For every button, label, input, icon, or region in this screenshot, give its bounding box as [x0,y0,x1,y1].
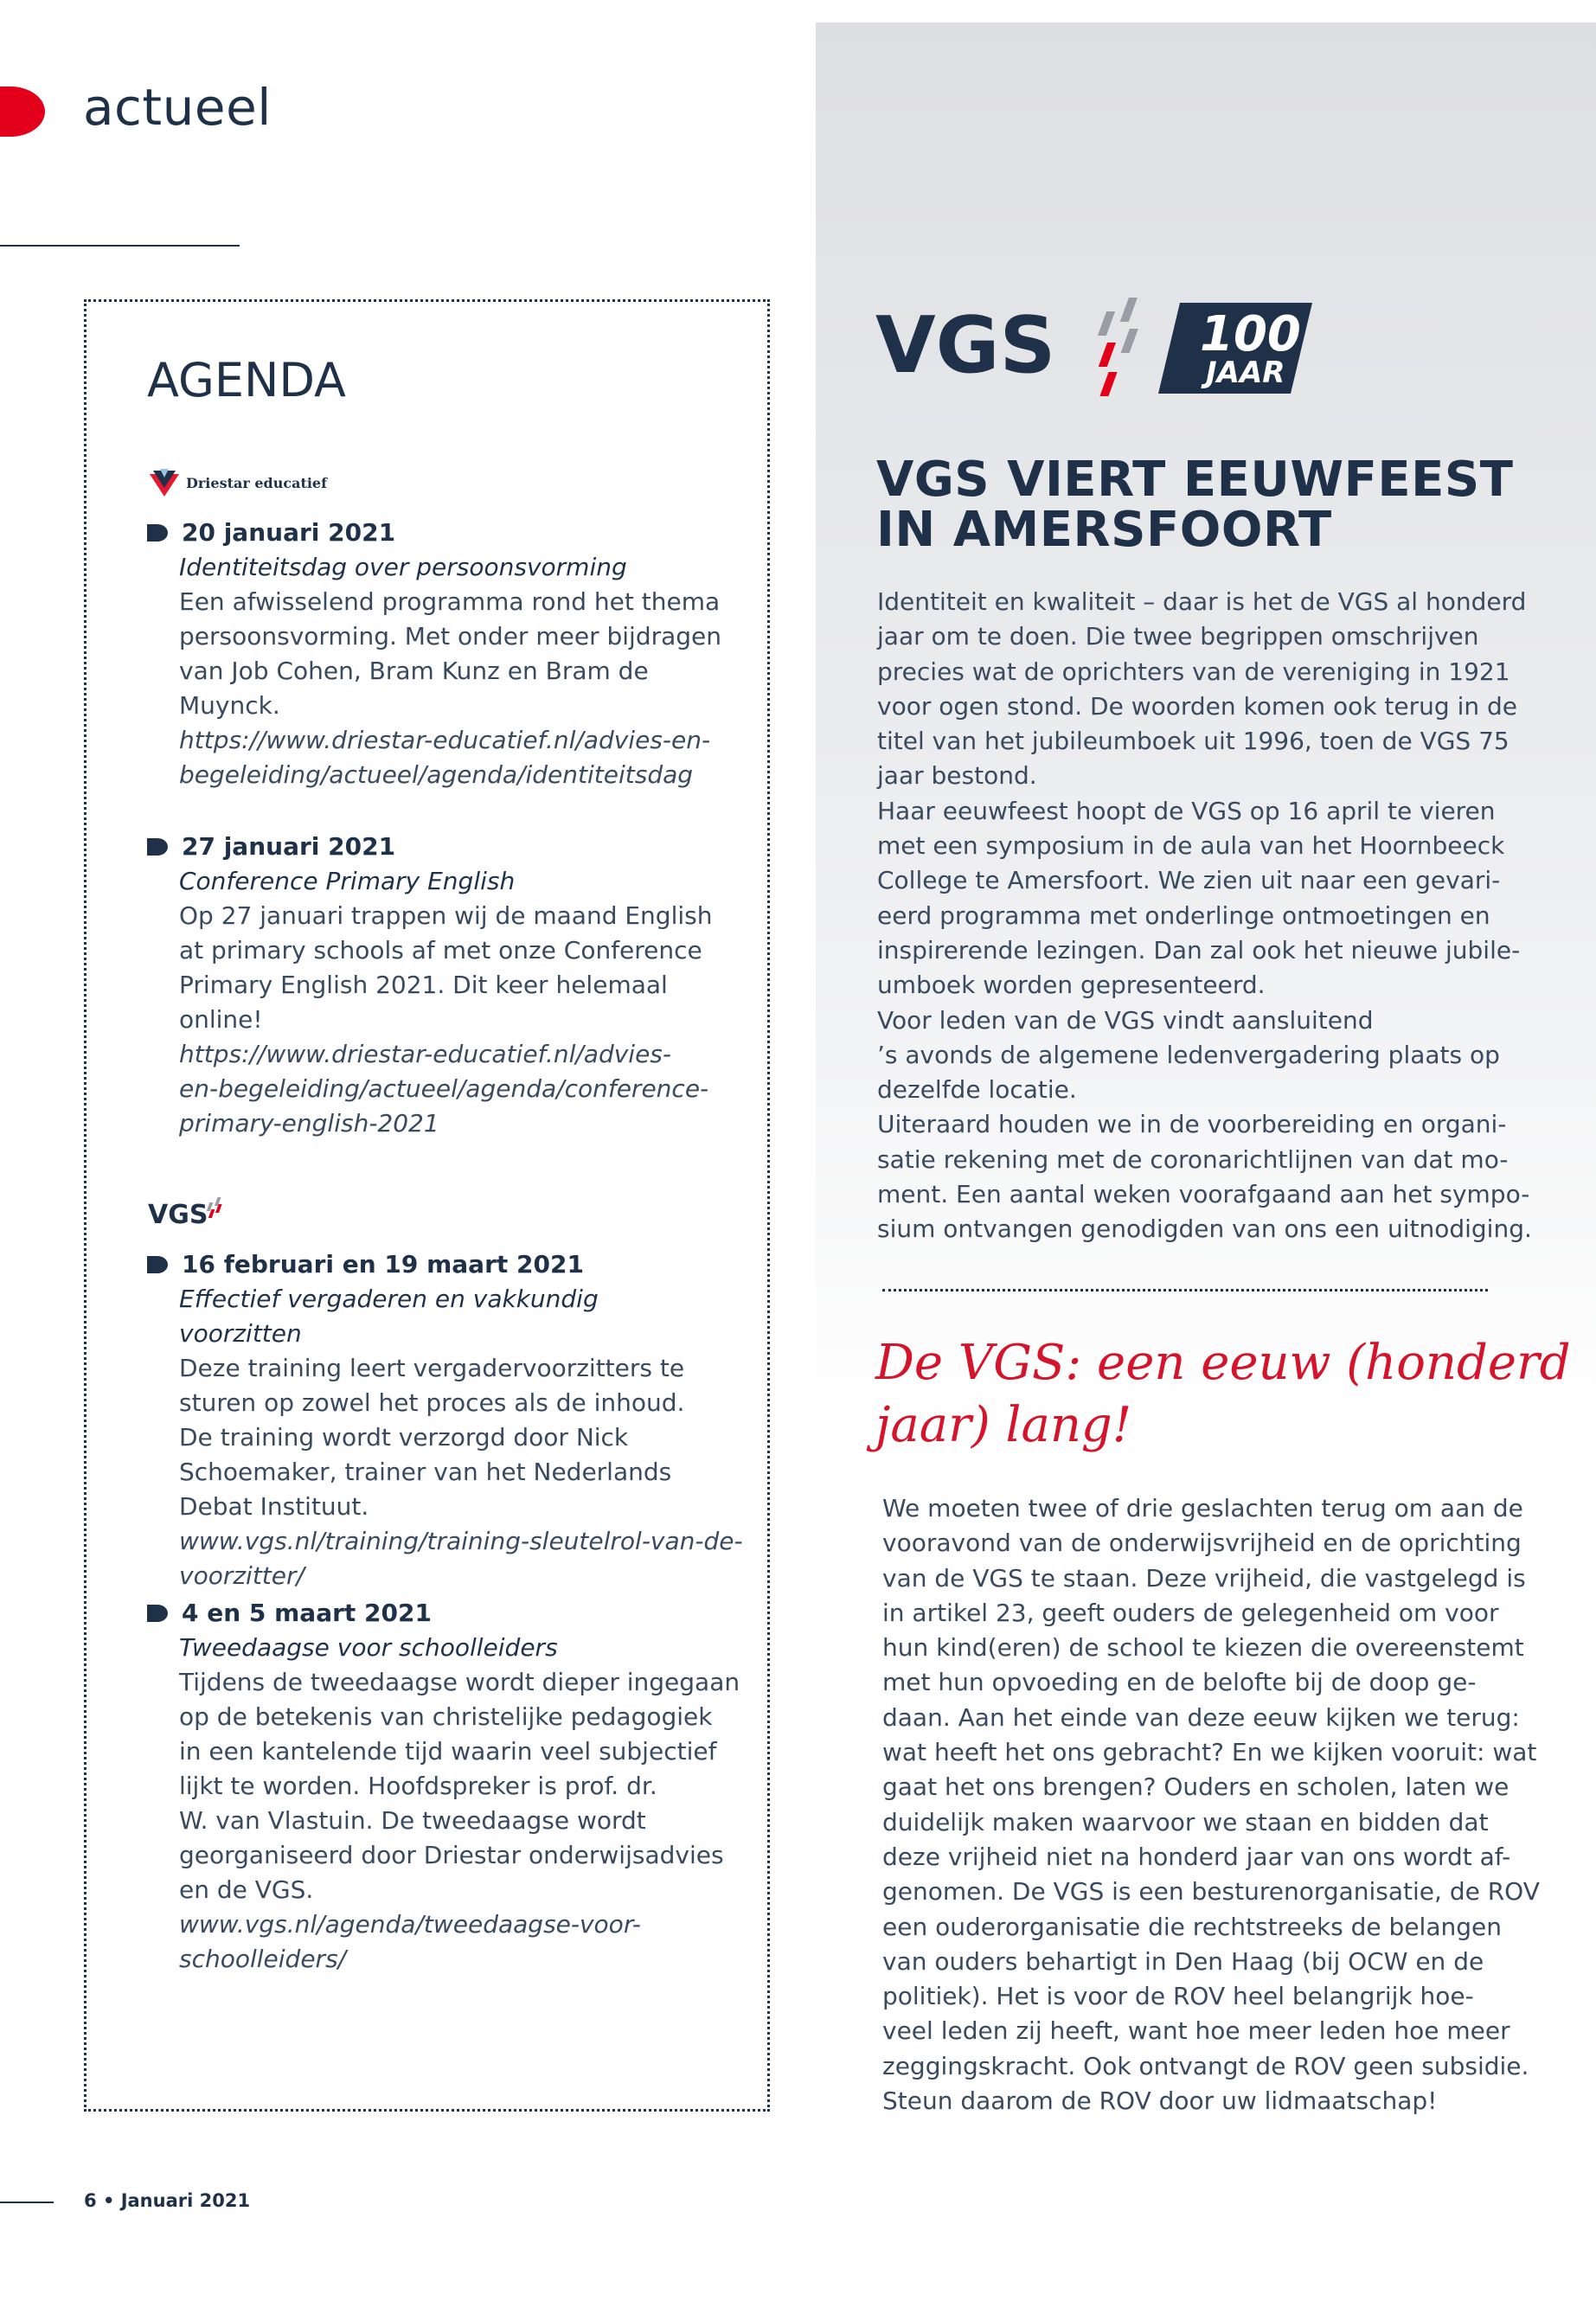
logo-badge-word: JAAR [1206,356,1285,390]
feature-headline: VGS VIERT EEUWFEEST IN AMERSFOORT [876,452,1514,558]
event-link[interactable]: https://www.driestar-educatief.nl/advies- en-begeleiding/actueel/agenda/conference- primary-english-2021 [179,1040,709,1138]
agenda-title: AGENDA [147,353,346,407]
rov-body: We moeten twee of drie geslachten terug om aan de vooravond van de onderwijsvrijheid en de oprichting van de VGS te staan. Deze vrijheid, die vastgelegd is in artikel 23, geeft ouders de gelegenheid om voor hun kind(eren) de school te kiezen die overeenstemt met hun opvoeding en de belofte bij de doop ge- daan. Aan het einde van deze eeuw kijken we terug: wat heeft het ons gebracht? En we kijken vooruit: wat gaat het ons brengen? Ouders en scholen, laten we duidelijk maken waarvoor we staan en bidden dat deze vrijheid niet na honderd jaar van ons wordt af- genomen. De VGS is een besturenorganisatie, de ROV een ouderorganisatie die rechtstreeks de belangen van ouders behartigt in Den Haag (bij OCW en de politiek). Het is voor de ROV heel belangrijk hoe- veel leden zij heeft, want hoe meer leden hoe meer zeggingskracht. Ook ontvangt de ROV geen subsidie. Steun daarom de ROV door uw lidmaatschap! [882,1494,1540,2116]
event-link[interactable]: www.vgs.nl/agenda/tweedaagse-voor- schoolleiders/ [179,1910,641,1973]
bullet-icon [147,524,168,542]
bullet-icon [147,1256,168,1273]
rov-script-title: De VGS: een eeuw (honderd jaar) lang! [875,1335,1571,1453]
vgs-100-jaar-logo [875,285,1325,414]
bullet-icon [147,838,168,856]
footer-separator: • [102,2190,115,2211]
vgs-logo-text: VGS [875,300,1056,391]
agenda-event [147,1596,740,1977]
event-title: Identiteitsdag over persoonsvorming [179,553,627,581]
event-title: Tweedaagse voor schoolleiders [179,1633,558,1662]
feature-body: Identiteit en kwaliteit – daar is het de VGS al honderd jaar om te doen. Die twee begrippen omschrijven precies wat de oprichters van de vereniging in 1921 voor ogen stond. De woorden komen ook terug in de titel van het jubileumboek uit 1996, toen de VGS 75 jaar bestond. Haar eeuwfeest hoopt de VGS op 16 april te vieren met een symposium in de aula van het Hoornbeeck College te Amersfoort. We zien uit naar een gevari- eerd programma met onderlinge ontmoetingen en inspirerende lezingen. Dan zal ook het nieuwe jubile- umboek worden gepresenteerd. Voor leden van de VGS vindt aansluitend ’s avonds de algemene ledenvergadering plaats op dezelfde locatie. Uiteraard houden we in de voorbereiding en organi- satie rekening met de coronarichtlijnen van dat mo- ment. Een aantal weken voorafgaand aan het sympo- sium ontvangen genodigden van ons een uitnodiging. [877,587,1532,1244]
event-date: 16 februari en 19 maart 2021 [182,1250,584,1279]
driestar-logo-text: Driestar educatief [186,474,327,491]
driestar-star-icon [148,467,181,498]
page-number: 6 [84,2190,97,2211]
bullet-icon [147,1605,168,1622]
logo-badge-number: 100 [1200,306,1301,362]
event-date: 4 en 5 maart 2021 [182,1599,432,1627]
event-title: Effectief vergaderen en vakkundig voorzitten [179,1285,599,1348]
page-footer [84,2190,250,2211]
event-title: Conference Primary English [179,867,516,895]
section-divider [882,1289,1488,1292]
event-link[interactable]: https://www.driestar-educatief.nl/advies-en- begeleiding/actueel/agenda/identiteitsdag [179,726,711,789]
vgs-logo-icon [148,1194,234,1232]
event-date: 27 januari 2021 [182,832,396,861]
issue-date: Januari 2021 [120,2190,251,2211]
agenda-event [147,830,713,1141]
driestar-logo [148,467,327,498]
section-underline [0,245,240,247]
event-description: Tijdens de tweedaagse wordt dieper ingegaan op de betekenis van christelijke pedagogiek in een kantelende tijd waarin veel subjectief lijkt te worden. Hoofdspreker is prof. dr. W. van Vlastuin. De tweedaagse wordt georganiseerd door Driestar onderwijsadvies en de VGS. [179,1668,740,1904]
event-description: Op 27 januari trappen wij de maand English at primary schools af met onze Conference Primary English 2021. Dit keer helemaal online! [179,901,713,1034]
vgs-logo-small [148,1194,234,1235]
event-description: Deze training leert vergadervoorzitters te sturen op zowel het proces als de inhoud. De training wordt verzorgd door Nick Schoemaker, trainer van het Nederlands Debat Instituut. [179,1354,685,1521]
event-link[interactable]: www.vgs.nl/training/training-sleutelrol-van-de- voorzitter/ [179,1527,743,1590]
vgs-100-logo-icon [875,285,1325,411]
section-label: actueel [83,78,272,137]
event-description: Een afwisselend programma rond het thema persoonsvorming. Met onder meer bijdragen van Job Cohen, Bram Kunz en Bram de Muynck. [179,587,722,720]
event-date: 20 januari 2021 [182,518,396,547]
section-marker-icon [0,87,45,137]
vgs-logo-text: VGS [148,1200,208,1230]
agenda-event [147,516,722,792]
agenda-event [147,1247,743,1593]
footer-rule [0,2202,54,2203]
